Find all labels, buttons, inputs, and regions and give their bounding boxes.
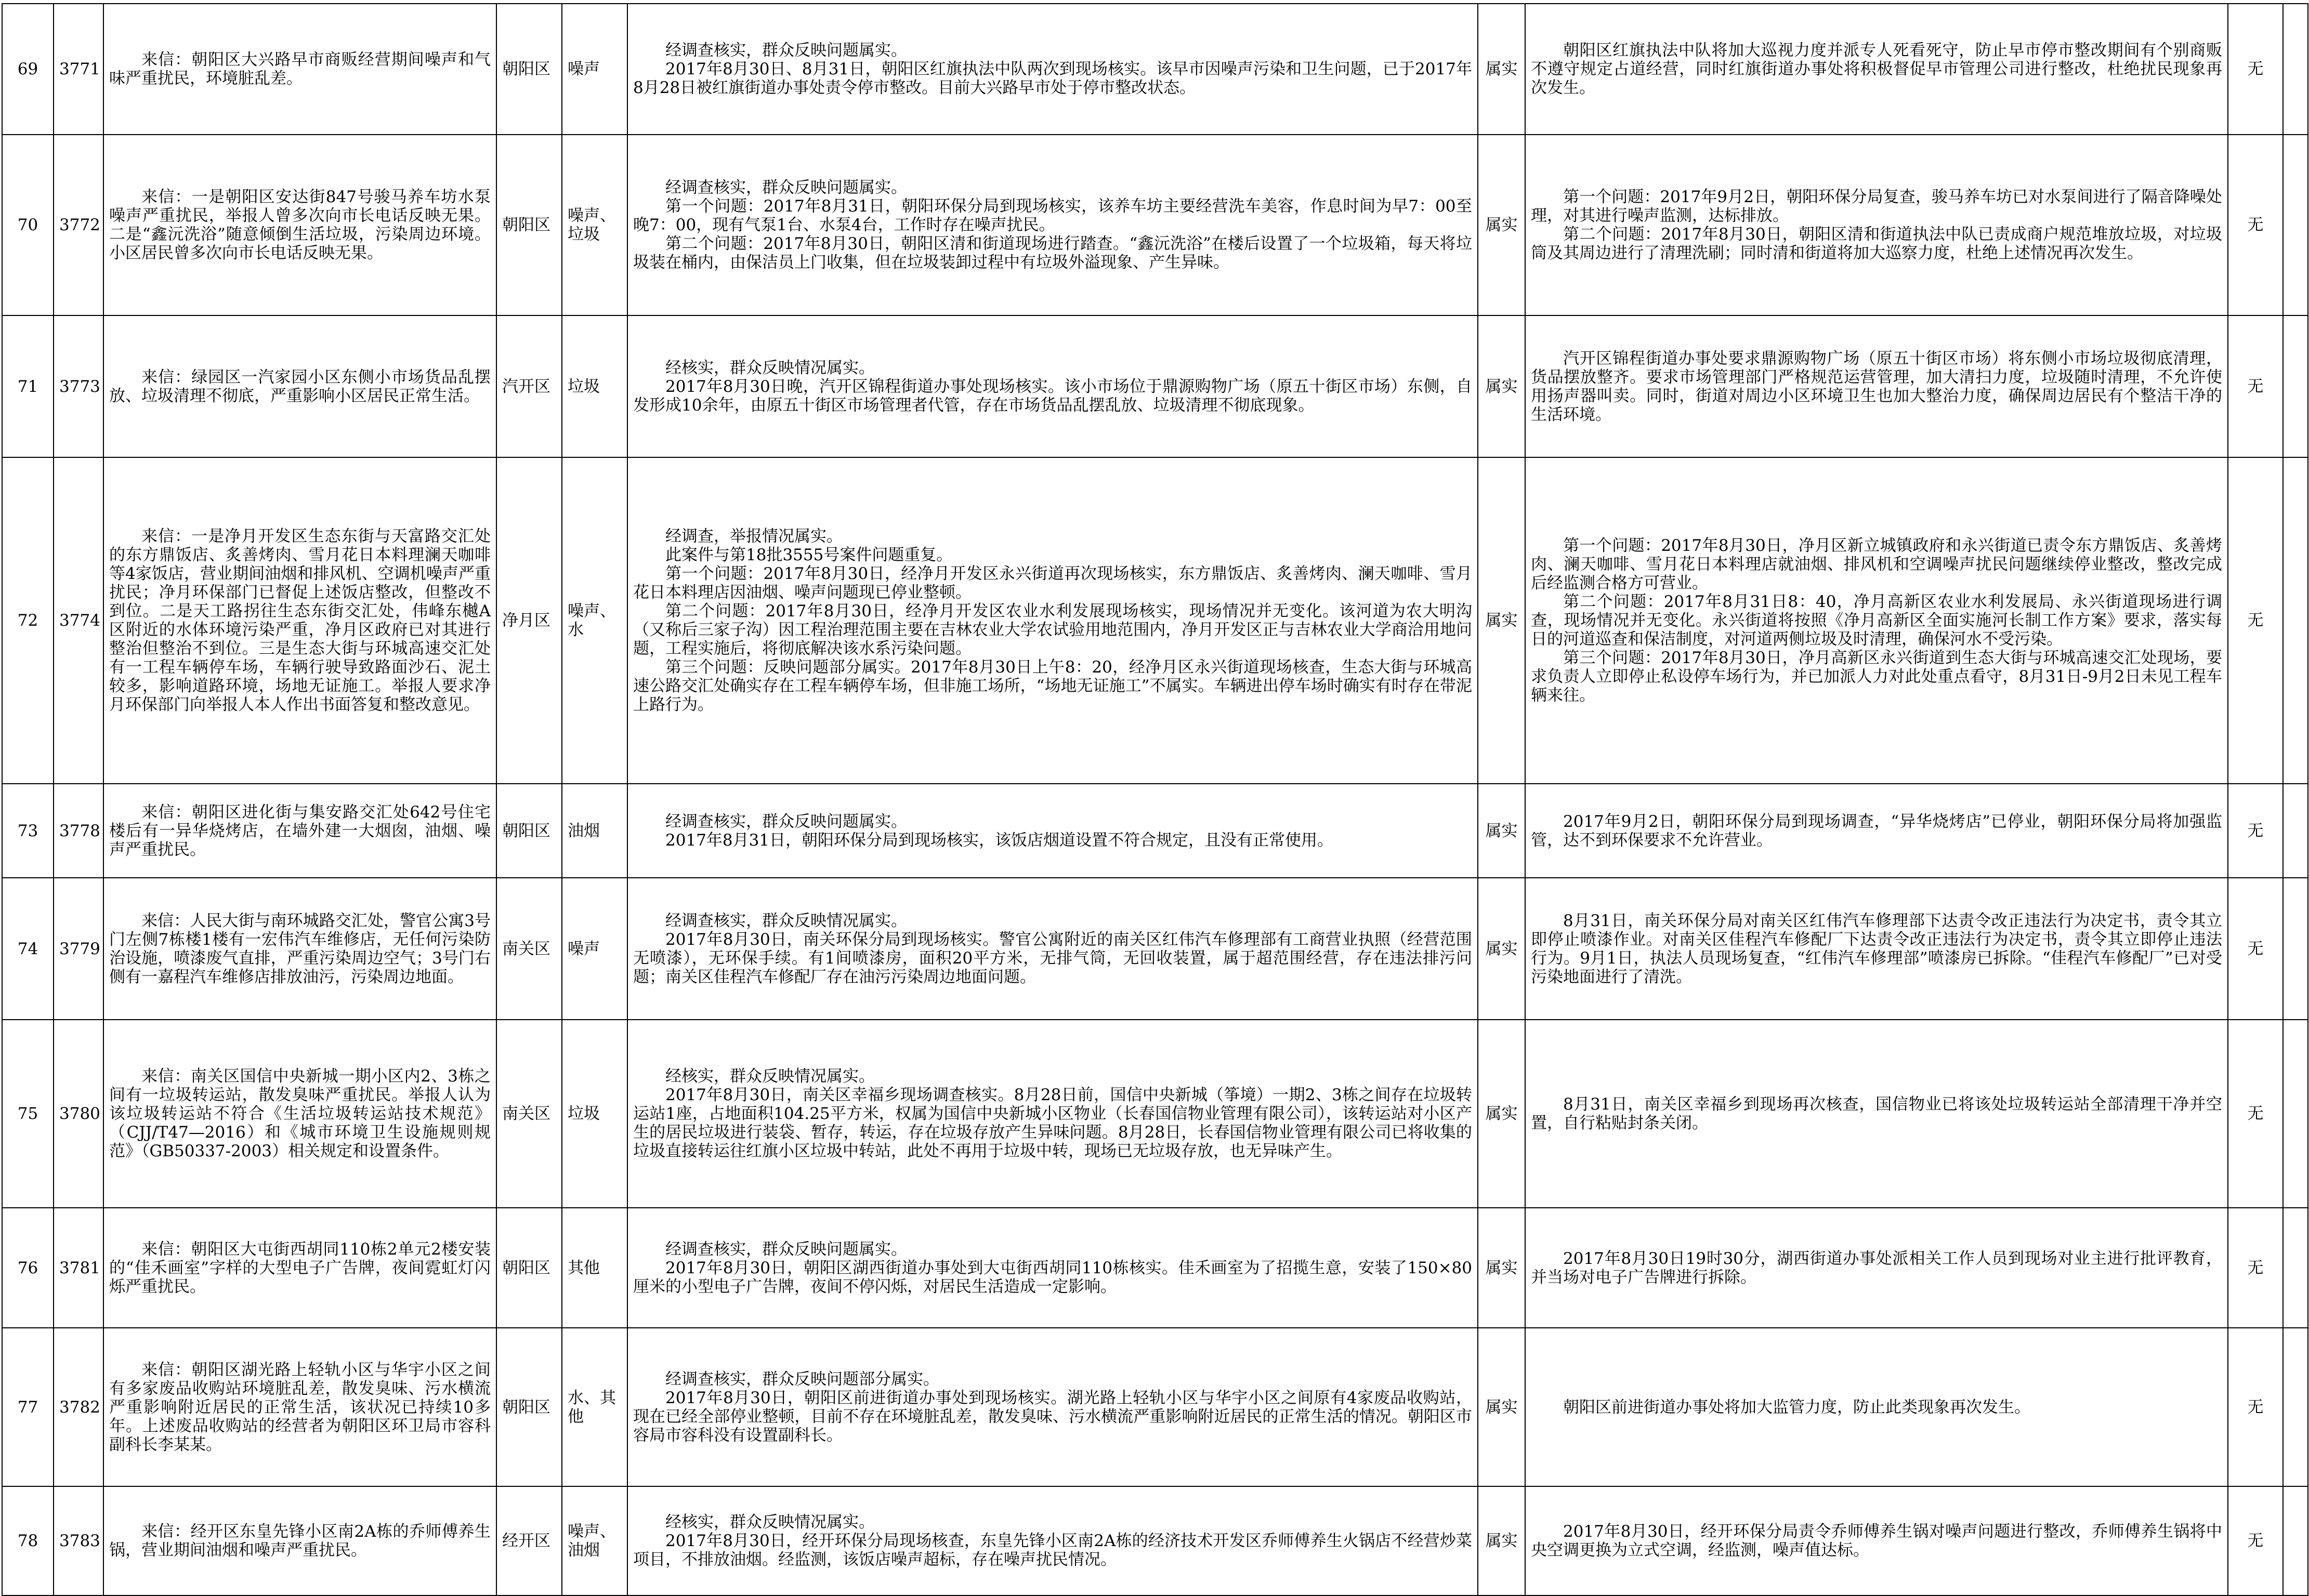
actions-paragraph: 朝阳区红旗执法中队将加大巡视力度并派专人死看死守，防止早市停市整改期间有个别商贩不遵守规定占道经营，同时红旗街道办事处将积极督促早市管理公司进行整改，杜绝扰民现象再次发生。 bbox=[1531, 41, 2222, 97]
case-id: 3780 bbox=[54, 1020, 103, 1208]
pollution-type-cell: 水、其他 bbox=[562, 1328, 627, 1486]
remarks-cell bbox=[2283, 135, 2308, 315]
case-id: 3782 bbox=[54, 1328, 103, 1486]
findings-paragraph: 第一个问题：2017年8月31日，朝阳环保分局到现场核实，该养车坊主要经营洗车美容，作息时间为早7：00至晚7：00，现有气泵1台、水泵4台，工作时存在噪声扰民。 bbox=[633, 197, 1472, 234]
table-row bbox=[2, 878, 2308, 1020]
row-number: 77 bbox=[2, 1328, 54, 1486]
actions-cell bbox=[1525, 1328, 2228, 1486]
remarks-cell bbox=[2283, 878, 2308, 1020]
remarks-cell bbox=[2283, 4, 2308, 135]
complaint-text: 来信：一是净月开发区生态东街与天富路交汇处的东方鼎饭店、炙善烤肉、雪月花日本料理澜天咖啡等4家饭店，营业期间油烟和排风机、空调机噪声严重扰民；净月环保部门已督促上述饭店整改，但整改不到位。二是天工路拐往生态东街交汇处，伟峰东樾A区附近的水体环境污染严重，净月区政府已对其进行整治但整治不到位。三是生态大街与环城高速交汇处有一工程车辆停车场，车辆行驶导致路面沙石、泥土较多，影响道路环境，场地无证施工。举报人要求净月环保部门向举报人本人作出书面答复和整改意见。 bbox=[109, 527, 491, 714]
findings-paragraph: 2017年8月30日，南关区幸福乡现场调查核实。8月28日前，国信中央新城（筝境）一期2、3栋之间存在垃圾转运站1座，占地面积104.25平方米，权属为国信中央新城小区物业（长春国信物业管理有限公司），该转运站对小区产生的居民垃圾进行装袋、暂存，转运，存在垃圾存放产生异味问题。8月28日，长春国信物业管理有限公司已将收集的垃圾直接转运往红旗小区垃圾中转站，此处不再用于垃圾中转，现场已无垃圾存放，也无异味产生。 bbox=[633, 1086, 1472, 1160]
remarks-cell bbox=[2283, 784, 2308, 878]
actions-paragraph: 2017年8月30日，经开环保分局责令乔师傅养生锅对噪声问题进行整改，乔师傅养生锅将中央空调更换为立式空调，经监测，噪声值达标。 bbox=[1531, 1522, 2222, 1560]
findings-paragraph: 2017年8月30日晚，汽开区锦程街道办事处现场核实。该小市场位于鼎源购物广场（原五十街区市场）东侧，自发形成10余年，由原五十街区市场管理者代管，存在市场货品乱摆乱放、垃圾清理不彻底现象。 bbox=[633, 377, 1472, 415]
actions-paragraph: 8月31日，南关环保分局对南关区红伟汽车修理部下达责令改正违法行为决定书，责令其立即停止喷漆作业。对南关区佳程汽车修配厂下达责令改正违法行为决定书，责令其立即停止违法行为。9月1日，执法人员现场复查，“红伟汽车修理部”喷漆房已拆除。“佳程汽车修配厂”已对受污染地面进行了清洗。 bbox=[1531, 911, 2222, 986]
district-cell: 朝阳区 bbox=[496, 784, 562, 878]
verdict-cell: 属实 bbox=[1478, 135, 1525, 315]
pollution-type-cell: 噪声、水 bbox=[562, 457, 627, 784]
findings-paragraph: 经调查核实，群众反映问题属实。 bbox=[665, 41, 907, 60]
row-number: 70 bbox=[2, 135, 54, 315]
accountability-cell: 无 bbox=[2228, 457, 2283, 784]
findings-paragraph: 2017年8月30日，南关环保分局到现场核实。警官公寓附近的南关区红伟汽车修理部有工商营业执照（经营范围无喷漆），无环保手续。有1间喷漆房，面积20平方米，无排气筒，无回收装置，属于超范围经营，存在违法排污问题；南关区佳程汽车修配厂存在油污污染周边地面问题。 bbox=[633, 930, 1472, 986]
actions-cell bbox=[1525, 1208, 2228, 1328]
complaint-text: 来信：绿园区一汽家园小区东侧小市场货品乱摆放、垃圾清理不彻底，严重影响小区居民正常生活。 bbox=[109, 367, 491, 405]
table-row bbox=[2, 135, 2308, 315]
table-row bbox=[2, 1328, 2308, 1486]
findings-paragraph: 2017年8月30日，朝阳区前进街道办事处到现场核实。湖光路上轻轨小区与华宇小区之间原有4家废品收购站，现在已经全部停业整顿，目前不存在环境脏乱差，散发臭味、污水横流严重影响附近居民的正常生活的情况。朝阳区市容局市容科没有设置副科长。 bbox=[633, 1388, 1472, 1445]
findings-cell bbox=[627, 878, 1478, 1020]
findings-cell bbox=[627, 1020, 1478, 1208]
table-row bbox=[2, 1020, 2308, 1208]
actions-cell bbox=[1525, 135, 2228, 315]
findings-paragraph: 经调查，举报情况属实。 bbox=[665, 527, 843, 546]
findings-paragraph: 经核实，群众反映情况属实。 bbox=[665, 1513, 875, 1532]
complaint-cell bbox=[103, 315, 496, 457]
pollution-type-cell: 噪声 bbox=[562, 878, 627, 1020]
findings-cell bbox=[627, 4, 1478, 135]
findings-paragraph: 经调查核实，群众反映问题部分属实。 bbox=[665, 1369, 939, 1389]
complaint-text: 来信：朝阳区大兴路早市商贩经营期间噪声和气味严重扰民，环境脏乱差。 bbox=[109, 50, 491, 88]
table-row bbox=[2, 315, 2308, 457]
district-cell: 朝阳区 bbox=[496, 1328, 562, 1486]
actions-cell bbox=[1525, 4, 2228, 135]
remarks-cell bbox=[2283, 457, 2308, 784]
row-number: 69 bbox=[2, 4, 54, 135]
complaint-cell bbox=[103, 1486, 496, 1595]
pollution-type-cell: 垃圾 bbox=[562, 315, 627, 457]
case-id: 3774 bbox=[54, 457, 103, 784]
case-id: 3772 bbox=[54, 135, 103, 315]
accountability-cell: 无 bbox=[2228, 1328, 2283, 1486]
findings-cell bbox=[627, 1328, 1478, 1486]
district-cell: 汽开区 bbox=[496, 315, 562, 457]
remarks-cell bbox=[2283, 1020, 2308, 1208]
findings-cell bbox=[627, 135, 1478, 315]
verdict-cell: 属实 bbox=[1478, 1328, 1525, 1486]
complaint-cell bbox=[103, 135, 496, 315]
case-id: 3779 bbox=[54, 878, 103, 1020]
pollution-type-cell: 垃圾 bbox=[562, 1020, 627, 1208]
complaint-table bbox=[2, 3, 2308, 1596]
district-cell: 南关区 bbox=[496, 1020, 562, 1208]
findings-cell bbox=[627, 1208, 1478, 1328]
district-cell: 朝阳区 bbox=[496, 4, 562, 135]
row-number: 71 bbox=[2, 315, 54, 457]
findings-paragraph: 经调查核实，群众反映问题属实。 bbox=[665, 812, 907, 831]
accountability-cell: 无 bbox=[2228, 1020, 2283, 1208]
findings-paragraph: 第二个问题：2017年8月30日，经净月开发区农业水利发展现场核实，现场情况并无变化。该河道为农大明沟（又称后三家子沟）因工程治理范围主要在吉林农业大学农试验用地范围内，净月开发区正与吉林农业大学商洽用地问题，工程实施后，将彻底解决该水系污染问题。 bbox=[633, 602, 1472, 658]
pollution-type-cell: 油烟 bbox=[562, 784, 627, 878]
actions-paragraph: 汽开区锦程街道办事处要求鼎源购物广场（原五十街区市场）将东侧小市场垃圾彻底清理，货品摆放整齐。要求市场管理部门严格规范运营管理，加大清扫力度，垃圾随时清理，不允许使用扬声器叫卖。同时，街道对周边小区环境卫生也加大整治力度，确保周边居民有个整洁干净的生活环境。 bbox=[1531, 349, 2222, 424]
remarks-cell bbox=[2283, 315, 2308, 457]
findings-paragraph: 2017年8月30日，朝阳区湖西街道办事处到大屯街西胡同110栋核实。佳禾画室为了招揽生意，安装了150×80厘米的小型电子广告牌，夜间不停闪烁，对居民生活造成一定影响。 bbox=[633, 1258, 1472, 1296]
case-id: 3778 bbox=[54, 784, 103, 878]
findings-cell bbox=[627, 457, 1478, 784]
actions-paragraph: 8月31日，南关区幸福乡到现场再次核查，国信物业已将该处垃圾转运站全部清理干净并空置，自行粘贴封条关闭。 bbox=[1531, 1095, 2222, 1132]
verdict-cell: 属实 bbox=[1478, 784, 1525, 878]
complaint-text: 来信：朝阳区湖光路上轻轨小区与华宇小区之间有多家废品收购站环境脏乱差，散发臭味、污水横流严重影响附近居民的正常生活，该状况已持续10多年。上述废品收购站的经营者为朝阳区环卫局市容科副科长李某某。 bbox=[109, 1360, 491, 1454]
case-id: 3783 bbox=[54, 1486, 103, 1595]
findings-paragraph: 第一个问题：2017年8月30日，经净月开发区永兴街道再次现场核实，东方鼎饭店、炙善烤肉、澜天咖啡、雪月花日本料理店因油烟、噪声问题现已停业整顿。 bbox=[633, 564, 1472, 602]
actions-paragraph: 第二个问题：2017年8月30日，朝阳区清和街道执法中队已责成商户规范堆放垃圾，对垃圾筒及其周边进行了清理洗刷；同时清和街道将加大巡察力度，杜绝上述情况再次发生。 bbox=[1531, 225, 2222, 262]
actions-paragraph: 第二个问题：2017年8月31日8：40，净月高新区农业水利发展局、永兴街道现场进行调查，现场情况并无变化。永兴街道将按照《净月高新区全面实施河长制工作方案》要求，落实每日的河道巡查和保洁制度，对河道两侧垃圾及时清理，确保河水不受污染。 bbox=[1531, 592, 2222, 649]
actions-paragraph: 朝阳区前进街道办事处将加大监管力度，防止此类现象再次发生。 bbox=[1563, 1397, 2030, 1417]
findings-paragraph: 经调查核实，群众反映情况属实。 bbox=[665, 911, 907, 930]
findings-paragraph: 第三个问题：反映问题部分属实。2017年8月30日上午8：20，经净月区永兴街道现场核查，生态大街与环城高速公路交汇处确实存在工程车辆停车场，但非施工场所，“场地无证施工”不属实。车辆进出停车场时确实有时存在带泥上路行为。 bbox=[633, 658, 1472, 714]
row-number: 78 bbox=[2, 1486, 54, 1595]
row-number: 76 bbox=[2, 1208, 54, 1328]
verdict-cell: 属实 bbox=[1478, 1020, 1525, 1208]
pollution-type-cell: 噪声 bbox=[562, 4, 627, 135]
complaint-text: 来信：人民大街与南环城路交汇处，警官公寓3号门左侧7栋楼1楼有一宏伟汽车维修店，无任何污染防治设施，喷漆废气直排，严重污染周边空气；3号门右侧有一嘉程汽车维修店排放油污，污染周边地面。 bbox=[109, 911, 491, 986]
remarks-cell bbox=[2283, 1328, 2308, 1486]
case-id: 3773 bbox=[54, 315, 103, 457]
accountability-cell: 无 bbox=[2228, 1486, 2283, 1595]
table-row bbox=[2, 457, 2308, 784]
actions-paragraph: 第三个问题：2017年8月30日，净月高新区永兴街道到生态大街与环城高速交汇处现场，要求负责人立即停止私设停车场行为，并已加派人力对此处重点看守，8月31日-9月2日未见工程车辆来往。 bbox=[1531, 649, 2222, 705]
row-number: 73 bbox=[2, 784, 54, 878]
accountability-cell: 无 bbox=[2228, 784, 2283, 878]
findings-paragraph: 经调查核实，群众反映问题属实。 bbox=[665, 178, 907, 197]
table-row bbox=[2, 1208, 2308, 1328]
complaint-cell bbox=[103, 1328, 496, 1486]
pollution-type-cell: 其他 bbox=[562, 1208, 627, 1328]
complaint-cell bbox=[103, 4, 496, 135]
findings-paragraph: 经调查核实，群众反映问题属实。 bbox=[665, 1239, 907, 1259]
verdict-cell: 属实 bbox=[1478, 1486, 1525, 1595]
actions-cell bbox=[1525, 1486, 2228, 1595]
findings-paragraph: 2017年8月30日，经开环保分局现场核查，东皇先锋小区南2A栋的经济技术开发区乔师傅养生火锅店不经营炒菜项目，不排放油烟。经监测，该饭店噪声超标，存在噪声扰民情况。 bbox=[633, 1532, 1472, 1569]
accountability-cell: 无 bbox=[2228, 135, 2283, 315]
verdict-cell: 属实 bbox=[1478, 4, 1525, 135]
actions-cell bbox=[1525, 315, 2228, 457]
verdict-cell: 属实 bbox=[1478, 457, 1525, 784]
actions-cell bbox=[1525, 878, 2228, 1020]
findings-paragraph: 经核实，群众反映情况属实。 bbox=[665, 358, 875, 377]
verdict-cell: 属实 bbox=[1478, 315, 1525, 457]
actions-cell bbox=[1525, 1020, 2228, 1208]
accountability-cell: 无 bbox=[2228, 878, 2283, 1020]
remarks-cell bbox=[2283, 1486, 2308, 1595]
accountability-cell: 无 bbox=[2228, 315, 2283, 457]
row-number: 75 bbox=[2, 1020, 54, 1208]
findings-paragraph: 此案件与第18批3555号案件问题重复。 bbox=[665, 546, 953, 564]
case-id: 3771 bbox=[54, 4, 103, 135]
findings-cell bbox=[627, 315, 1478, 457]
district-cell: 朝阳区 bbox=[496, 135, 562, 315]
complaint-cell bbox=[103, 784, 496, 878]
case-id: 3781 bbox=[54, 1208, 103, 1328]
actions-paragraph: 2017年8月30日19时30分，湖西街道办事处派相关工作人员到现场对业主进行批评教育，并当场对电子广告牌进行拆除。 bbox=[1531, 1249, 2222, 1287]
accountability-cell: 无 bbox=[2228, 1208, 2283, 1328]
complaint-cell bbox=[103, 1020, 496, 1208]
complaint-cell bbox=[103, 1208, 496, 1328]
table-row bbox=[2, 4, 2308, 135]
row-number: 72 bbox=[2, 457, 54, 784]
district-cell: 经开区 bbox=[496, 1486, 562, 1595]
actions-paragraph: 2017年9月2日，朝阳环保分局到现场调查，“异华烧烤店”已停业，朝阳环保分局将加强监管，达不到环保要求不允许营业。 bbox=[1531, 812, 2222, 850]
findings-paragraph: 2017年8月31日，朝阳环保分局到现场核实，该饭店烟道设置不符合规定，且没有正常使用。 bbox=[665, 830, 1334, 850]
remarks-cell bbox=[2283, 1208, 2308, 1328]
actions-paragraph: 第一个问题：2017年8月30日，净月区新立城镇政府和永兴街道已责令东方鼎饭店、炙善烤肉、澜天咖啡、雪月花日本料理店就油烟、排风机和空调噪声扰民问题继续停业整改，整改完成后经监测合格方可营业。 bbox=[1531, 536, 2222, 592]
complaint-text: 来信：一是朝阳区安达街847号骏马养车坊水泵噪声严重扰民，举报人曾多次向市长电话反映无果。二是“鑫沅洗浴”随意倾倒生活垃圾，污染周边环境。小区居民曾多次向市长电话反映无果。 bbox=[109, 188, 491, 262]
complaint-text: 来信：朝阳区大屯街西胡同110栋2单元2楼安装的“佳禾画室”字样的大型电子广告牌，夜间霓虹灯闪烁严重扰民。 bbox=[109, 1239, 491, 1296]
accountability-cell: 无 bbox=[2228, 4, 2283, 135]
actions-paragraph: 第一个问题：2017年9月2日，朝阳环保分局复查，骏马养车坊已对水泵间进行了隔音降噪处理，对其进行噪声监测，达标排放。 bbox=[1531, 188, 2222, 225]
complaint-cell bbox=[103, 457, 496, 784]
district-cell: 净月区 bbox=[496, 457, 562, 784]
complaint-text: 来信：朝阳区进化街与集安路交汇处642号住宅楼后有一异华烧烤店，在墙外建一大烟囱，油烟、噪声严重扰民。 bbox=[109, 802, 491, 859]
findings-paragraph: 2017年8月30日、8月31日，朝阳区红旗执法中队两次到现场核实。该早市因噪声污染和卫生问题，已于2017年8月28日被红旗街道办事处责令停市整改。目前大兴路早市处于停市整改状态。 bbox=[633, 60, 1472, 97]
district-cell: 朝阳区 bbox=[496, 1208, 562, 1328]
verdict-cell: 属实 bbox=[1478, 1208, 1525, 1328]
complaint-text: 来信：经开区东皇先锋小区南2A栋的乔师傅养生锅，营业期间油烟和噪声严重扰民。 bbox=[109, 1522, 491, 1560]
pollution-type-cell: 噪声、垃圾 bbox=[562, 135, 627, 315]
actions-cell bbox=[1525, 784, 2228, 878]
complaint-cell bbox=[103, 878, 496, 1020]
district-cell: 南关区 bbox=[496, 878, 562, 1020]
row-number: 74 bbox=[2, 878, 54, 1020]
complaint-text: 来信：南关区国信中央新城一期小区内2、3栋之间有一垃圾转运站，散发臭味严重扰民。举报人认为该垃圾转运站不符合《生活垃圾转运站技术规范》（CJJ/T47—2016）和《城市环境卫生设施规则规范》（GB50337-2003）相关规定和设置条件。 bbox=[109, 1067, 491, 1160]
table-body bbox=[2, 4, 2308, 1595]
table-row bbox=[2, 1486, 2308, 1595]
findings-paragraph: 第二个问题：2017年8月30日，朝阳区清和街道现场进行踏查。“鑫沅洗浴”在楼后设置了一个垃圾箱，每天将垃圾装在桶内，由保洁员上门收集，但在垃圾装卸过程中有垃圾外溢现象、产生异味。 bbox=[633, 234, 1472, 272]
pollution-type-cell: 噪声、油烟 bbox=[562, 1486, 627, 1595]
findings-cell bbox=[627, 1486, 1478, 1595]
findings-cell bbox=[627, 784, 1478, 878]
verdict-cell: 属实 bbox=[1478, 878, 1525, 1020]
actions-cell bbox=[1525, 457, 2228, 784]
findings-paragraph: 经核实，群众反映情况属实。 bbox=[665, 1067, 875, 1086]
table-row bbox=[2, 784, 2308, 878]
